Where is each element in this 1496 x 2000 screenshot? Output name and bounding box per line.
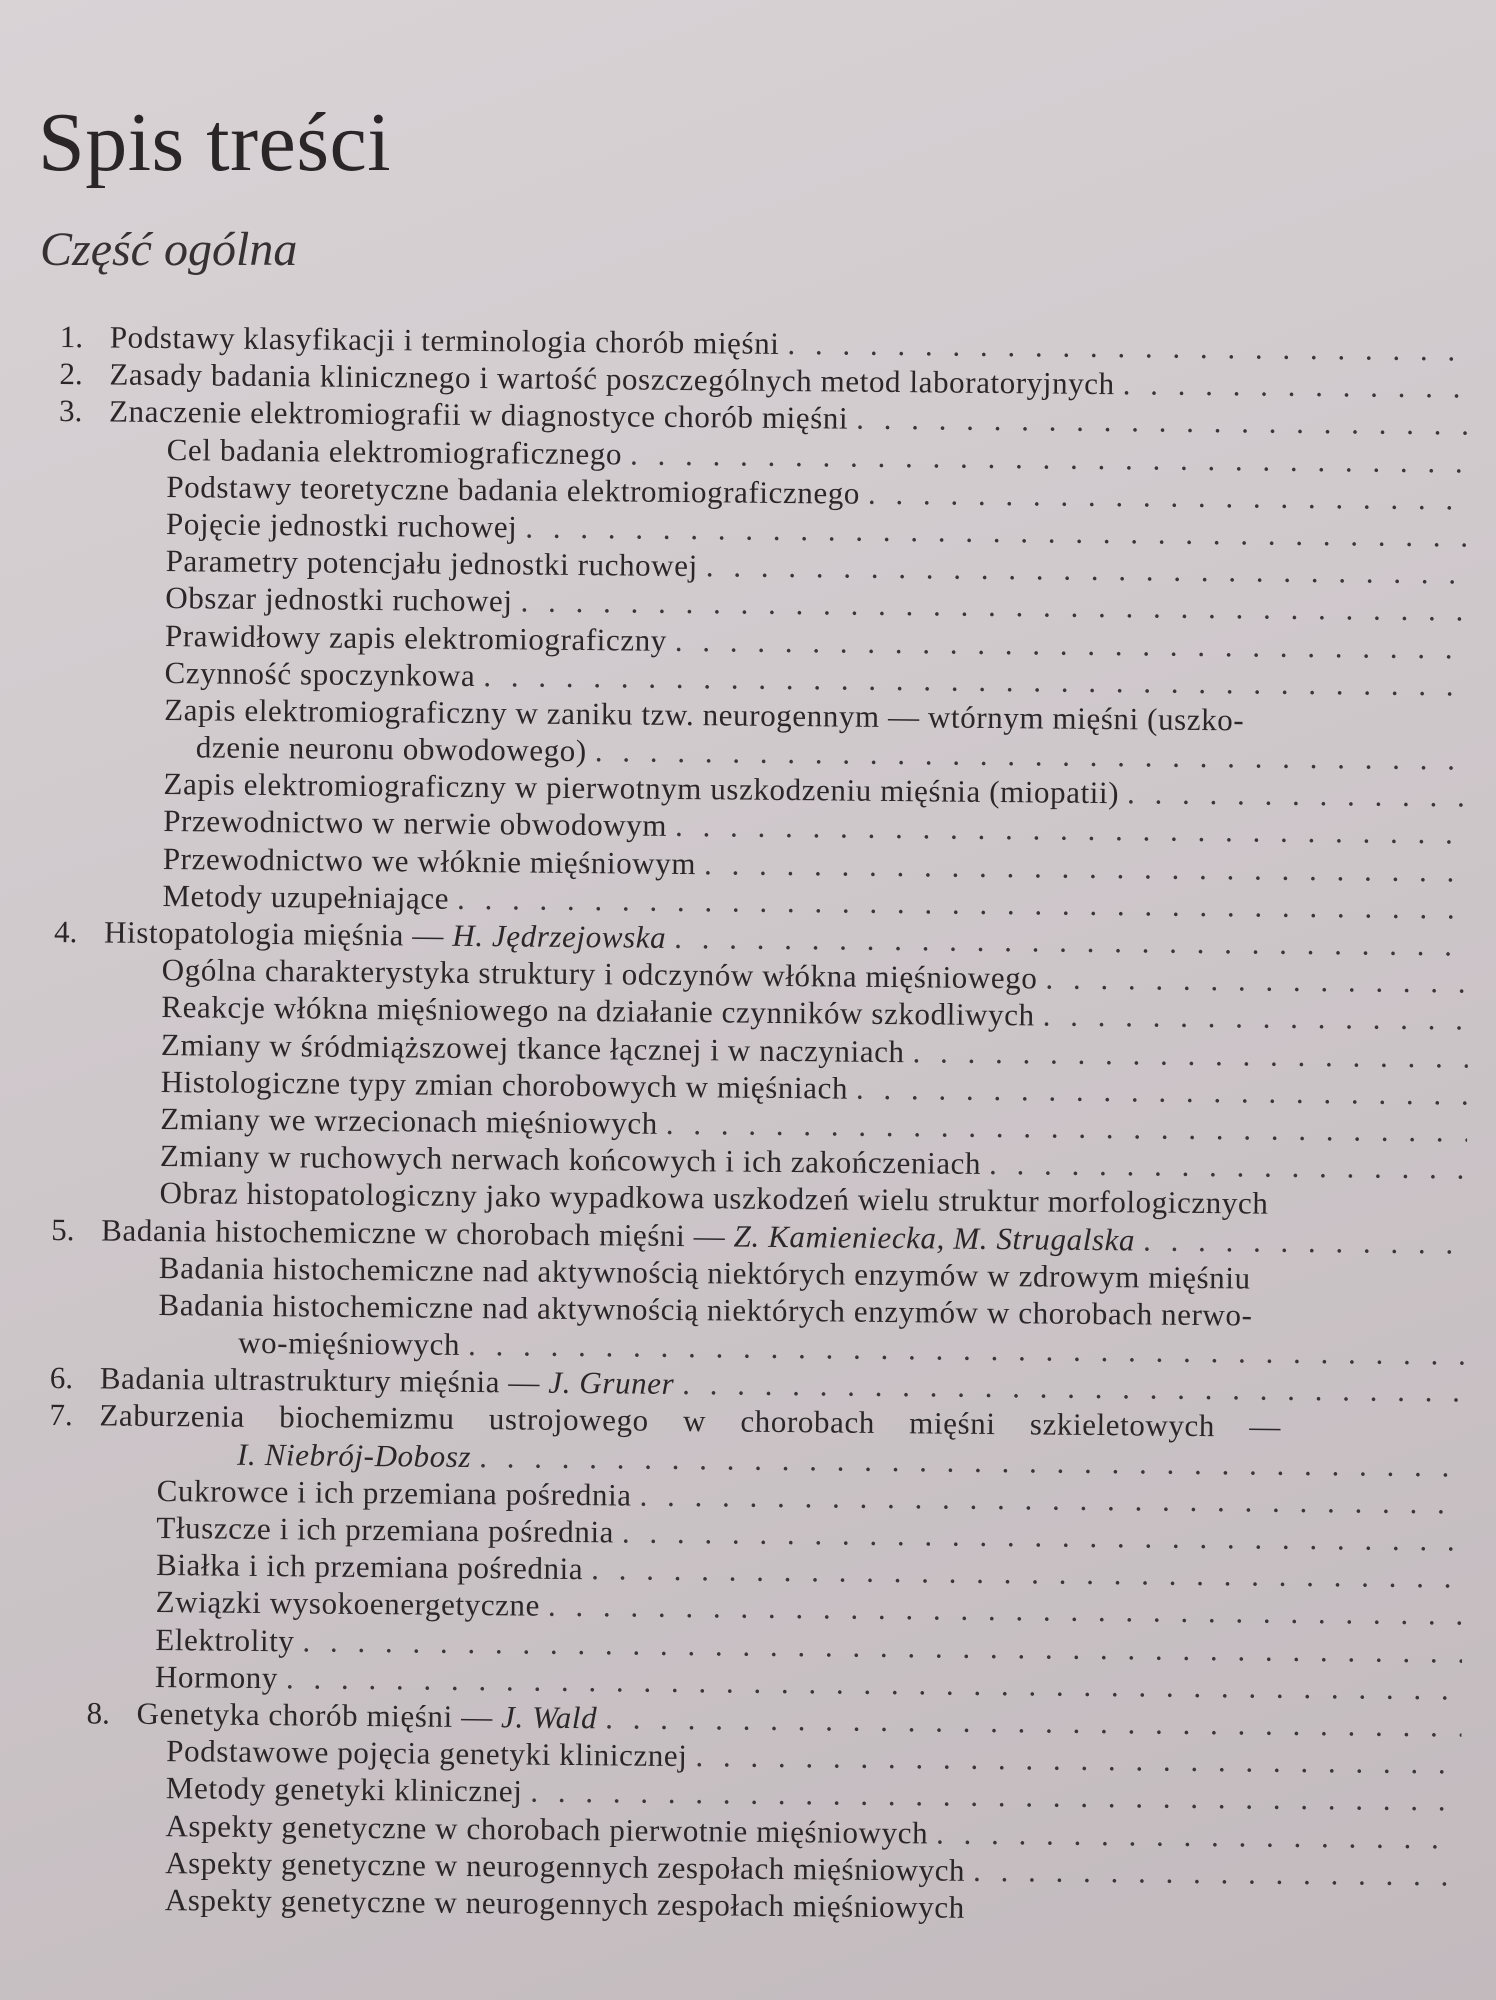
chapter-author: I. Niebrój-Dobosz — [236, 1436, 472, 1474]
section-title: Aspekty genetyczne w neurogennych zespołach mięśniowych — [165, 1844, 966, 1888]
section-title: Tłuszcze i ich przemiana pośrednia — [156, 1509, 615, 1550]
section-title: Histologiczne typy zmian chorobowych w mięśniach — [160, 1063, 849, 1106]
chapter-title: Znaczenie elektromiografii w diagnostyce chorób mięśni — [108, 393, 849, 436]
chapter-number: 7. — [49, 1397, 73, 1433]
leader-dots — [912, 1033, 1468, 1076]
leader-dots — [989, 1145, 1467, 1187]
chapter-number: 8. — [86, 1695, 111, 1731]
leader-dots — [1123, 365, 1475, 406]
section-title: Zmiany w śródmiąższowej tkance łącznej i w naczyniach — [160, 1026, 905, 1069]
chapter-number: 2. — [59, 356, 83, 392]
page-title: Spis treści — [38, 96, 392, 190]
chapter-number: 6. — [49, 1360, 74, 1396]
leader-dots — [936, 1814, 1461, 1856]
chapter-title: Podstawy klasyfikacji i terminologia chorób mięśni — [109, 319, 780, 361]
section-title: Zapis elektromiograficzny w pierwotnym uszkodzeniu mięśnia (miopatii) — [163, 766, 1120, 811]
section-title: Badania histochemiczne nad aktywnością niektórych enzymów w chorobach nerwo- — [158, 1286, 1253, 1333]
chapter-number: 5. — [51, 1211, 75, 1247]
section-title: Aspekty genetyczne w chorobach pierwotnie mięśniowych — [165, 1807, 929, 1850]
section-title: Białka i ich przemiana pośrednia — [155, 1547, 584, 1587]
section-title: Parametry potencjału jednostki ruchowej — [165, 543, 698, 584]
chapter-author: J. Wald — [500, 1699, 598, 1736]
chapter-number: 1. — [59, 318, 84, 355]
section-title: Ogólna charakterystyka struktury i odczynów włókna mięśniowego — [161, 952, 1038, 996]
leader-dots — [868, 475, 1474, 518]
section-title-continuation: wo-mięśniowych — [238, 1324, 461, 1362]
chapter-number: 4. — [53, 913, 78, 950]
chapter-title: Zaburzenia biochemizmu ustrojowego w chorobach mięśni szkieletowych — — [99, 1397, 1282, 1445]
section-title: Metody genetyki klinicznej — [165, 1770, 523, 1809]
section-title: Hormony — [154, 1658, 279, 1695]
leader-dots — [1127, 775, 1471, 815]
section-title: Czynność spoczynkowa — [164, 654, 476, 693]
leader-dots — [856, 400, 1474, 443]
section-title: Podstawy teoretyczne badania elektromiograficznego — [166, 468, 861, 511]
section-title: Zmiany we wrzecionach mięśniowych — [160, 1100, 659, 1141]
section-title: Cukrowce i ich przemiana pośrednia — [156, 1472, 632, 1513]
table-of-contents — [45, 318, 1475, 1931]
section-title: Przewodnictwo we włóknie mięśniowym — [162, 840, 697, 881]
leader-dots — [1043, 997, 1469, 1038]
section-title: Obraz histopatologiczny jako wypadkowa uszkodzeń wielu struktur morfologicznych — [159, 1175, 1269, 1221]
section-title: Cel badania elektromiograficznego — [166, 431, 623, 471]
section-title: Obszar jednostki ruchowej — [165, 580, 513, 619]
leader-dots — [856, 1069, 1468, 1112]
leader-dots — [973, 1852, 1460, 1894]
section-title: Podstawowe pojęcia genetyki klinicznej — [166, 1733, 688, 1774]
section-title: Aspekty genetyczne w neurogennych zespołach mięśniowych — [164, 1881, 965, 1925]
section-title-continuation: dzenie neuronu obwodowego) — [195, 729, 587, 769]
leader-dots — [1143, 1221, 1466, 1261]
chapter-author: H. Jędrzejowska — [452, 917, 667, 955]
chapter-author: Z. Kamieniecka, M. Strugalska — [733, 1218, 1136, 1257]
section-title: Metody uzupełniające — [162, 877, 450, 916]
part-heading: Część ogólna — [40, 223, 298, 276]
leader-dots — [1045, 960, 1469, 1001]
section-title: Zmiany w ruchowych nerwach końcowych i ich zakończeniach — [159, 1138, 982, 1182]
section-title: Prawidłowy zapis elektromiograficzny — [164, 617, 668, 658]
section-title: Przewodnictwo w nerwie obwodowym — [163, 803, 668, 844]
chapter-title: Histopatologia mięśnia — H. Jędrzejowska — [103, 914, 667, 955]
chapter-title: Badania ultrastruktury mięśnia — J. Gruner — [99, 1360, 675, 1402]
section-title: Elektrolity — [155, 1621, 295, 1658]
chapter-title: Genetyka chorób mięśni — J. Wald — [136, 1695, 598, 1736]
section-title: Pojęcie jednostki ruchowej — [165, 505, 518, 545]
chapter-author: J. Gruner — [548, 1364, 675, 1402]
section-title: Związki wysokoenergetyczne — [155, 1584, 541, 1624]
section-title: Badania histochemiczne nad aktywnością niektórych enzymów w zdrowym mięśniu — [158, 1249, 1251, 1296]
chapter-title: Zasady badania klinicznego i wartość poszczególnych metod laboratoryjnych — [109, 356, 1115, 402]
chapter-title: Badania histochemiczne w chorobach mięśni — Z. Kamieniecka, M. Strugalska — [101, 1211, 1136, 1257]
section-title: Zapis elektromiograficzny w zaniku tzw. neurogennym — wtórnym mięśni (uszko- — [164, 691, 1245, 738]
chapter-number: 3. — [58, 393, 83, 429]
section-title: Reakcje włókna mięśniowego na działanie czynników szkodliwych — [161, 989, 1035, 1033]
